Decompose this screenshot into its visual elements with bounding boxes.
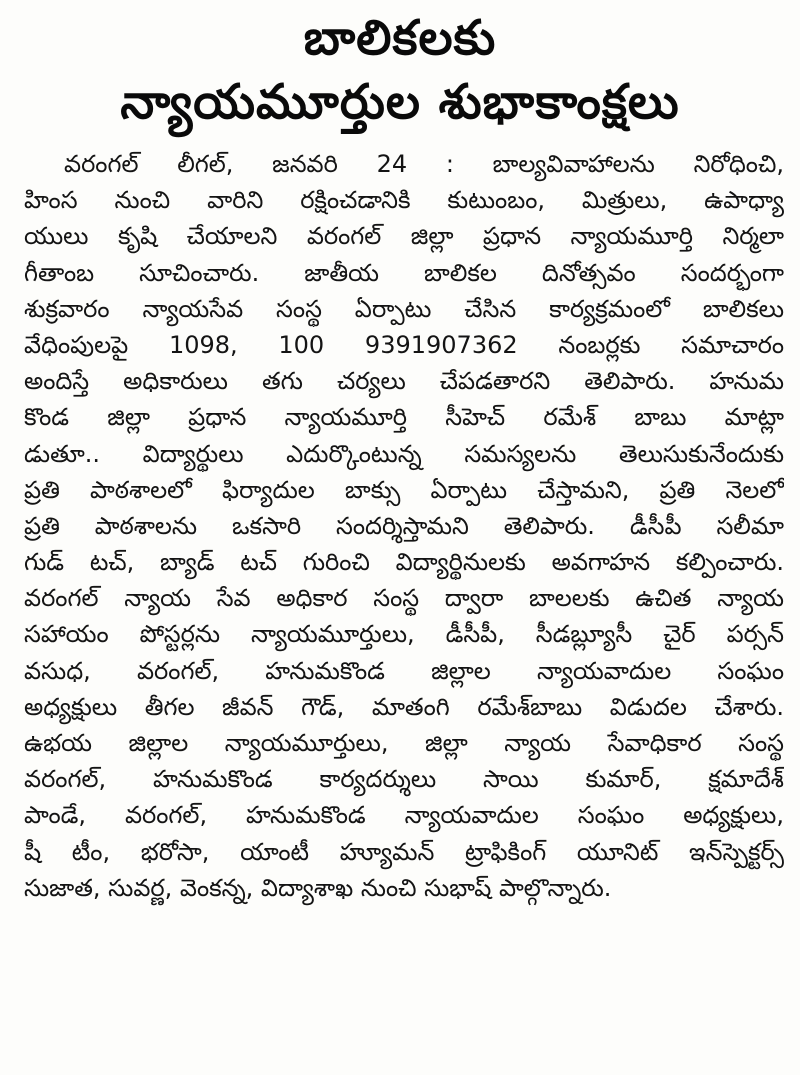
article-line: డుతూ.. విద్యార్థులు ఎదుర్కొంటున్న సమస్యలను తెలుసుకునేందుకు (24, 439, 784, 468)
article-line: వేధింపులపై 1098, 100 9391907362 నంబర్లకు సమాచారం (24, 330, 784, 359)
article-line: గుడ్ టచ్, బ్యాడ్ టచ్ గురించి విద్యార్థినులకు అవగాహన కల్పించారు. (24, 548, 784, 577)
article-line: ప్రతి పాఠశాలను ఒకసారి సందర్శిస్తామని తెలిపారు. డీసీపీ సలీమా (24, 511, 784, 540)
article-line: వరంగల్ న్యాయ సేవ అధికార సంస్థ ద్వారా బాలలకు ఉచిత న్యాయ (24, 584, 784, 613)
headline (0, 0, 800, 134)
article-body (24, 146, 784, 906)
article-line: సుజాత, సువర్ణ, వెంకన్న, విద్యాశాఖ నుంచి సుభాష్ పాల్గొన్నారు. (24, 873, 612, 902)
article-line: అధ్యక్షులు తీగల జీవన్ గౌడ్, మాతంగి రమేశ్‌బాబు విడుదల చేశారు. (24, 692, 784, 721)
article-line: హింస నుంచి వారిని రక్షించడానికి కుటుంబం, మిత్రులు, ఉపాధ్యా (24, 186, 784, 215)
article-line: కొండ జిల్లా ప్రధాన న్యాయమూర్తి సీహెచ్ రమేశ్ బాబు మాట్లా (24, 403, 784, 432)
article-line: ఉభయ జిల్లాల న్యాయమూర్తులు, జిల్లా న్యాయ సేవాధికార సంస్థ (24, 729, 784, 757)
headline-line-2: న్యాయమూర్తుల శుభాకాంక్షలు (120, 74, 680, 130)
article-line: గీతాంబ సూచించారు. జాతీయ బాలికల దినోత్సవం సందర్భంగా (24, 258, 784, 287)
article-line: షీ టీం, భరోసా, యాంటీ హ్యూమన్ ట్రాఫికింగ్ యూనిట్ ఇన్‌స్పెక్టర్స్ (24, 837, 784, 866)
article-line: వసుధ, వరంగల్, హనుమకొండ జిల్లాల న్యాయవాదుల సంఘం (24, 656, 784, 685)
article-line: ప్రతి పాఠశాలలో ఫిర్యాదుల బాక్సు ఏర్పాటు చేస్తామని, ప్రతి నెలలో (24, 475, 784, 504)
article-line: అందిస్తే అధికారులు తగు చర్యలు చేపడతారని తెలిపారు. హనుమ (24, 367, 784, 396)
article-line: పాండే, వరంగల్, హనుమకొండ న్యాయవాదుల సంఘం అధ్యక్షులు, (24, 801, 784, 830)
article-line: శుక్రవారం న్యాయసేవ సంస్థ ఏర్పాటు చేసిన కార్యక్రమంలో బాలికలు (24, 294, 784, 323)
article-line: యులు కృషి చేయాలని వరంగల్ జిల్లా ప్రధాన న్యాయమూర్తి నిర్మలా (24, 222, 784, 251)
article-line: వరంగల్, హనుమకొండ కార్యదర్శులు సాయి కుమార్, క్షమాదేశ్ (24, 765, 784, 794)
headline-line-1: బాలికలకు (303, 10, 497, 66)
article-line: వరంగల్ లీగల్, జనవరి 24 : బాల్యవివాహాలను నిరోధించి, (64, 150, 784, 178)
article-line: సహాయం పోస్టర్లను న్యాయమూర్తులు, డీసీపీ, సీడబ్ల్యూసీ చైర్ పర్సన్ (24, 620, 784, 649)
